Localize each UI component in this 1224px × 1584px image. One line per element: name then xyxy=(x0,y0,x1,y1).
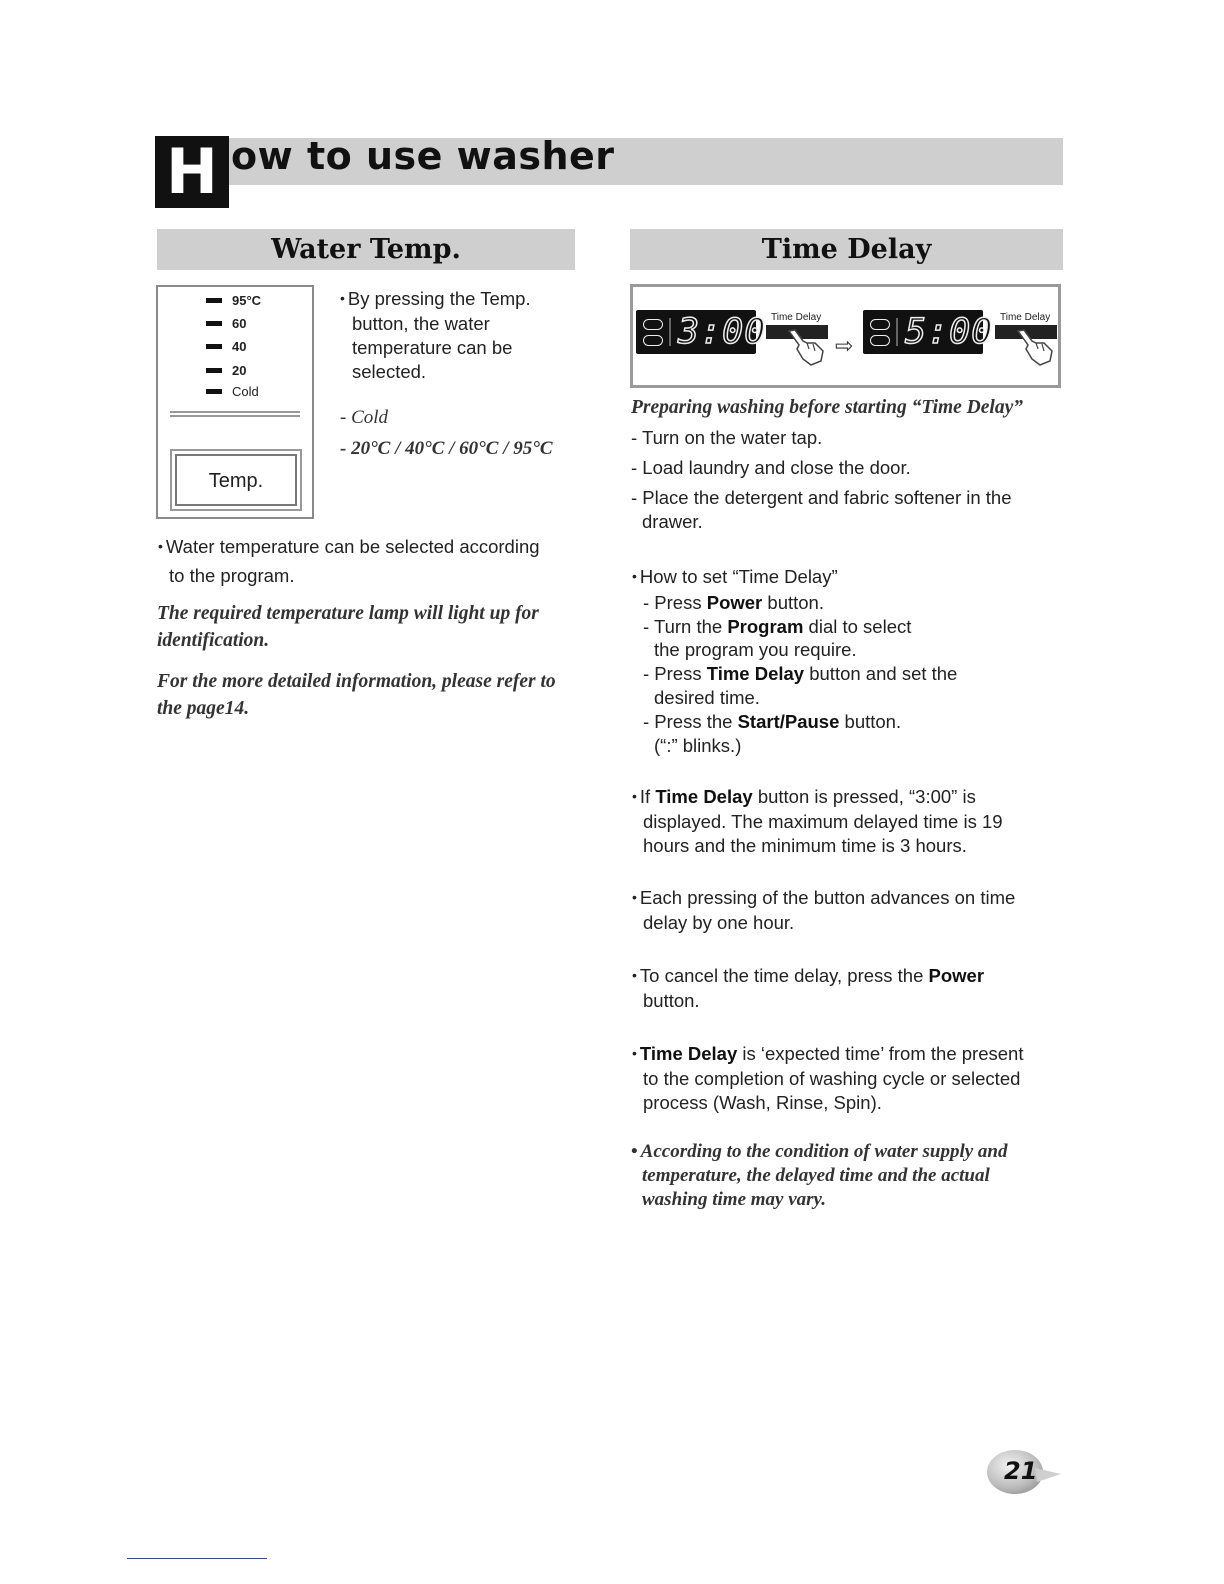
temp-options: - Cold - 20°C / 40°C / 60°C / 95°C xyxy=(340,407,553,459)
rinse-icon xyxy=(643,335,663,346)
lamp-icon xyxy=(206,321,222,326)
lamp-icon xyxy=(206,368,222,373)
water-temp-heading: Water Temp. xyxy=(157,229,575,270)
arrow-right-icon: ⇨ xyxy=(835,333,854,358)
preparing-title: Preparing washing before starting “Time Delay” xyxy=(631,397,1023,418)
temp-lamp-cold: Cold xyxy=(206,384,259,400)
time-delay-note-4: • Time Delay is ‘expected time’ from the present to the completion of washing cycle or selected process (Wash, Rinse, Spin). xyxy=(632,1043,1024,1113)
time-delay-label: Time Delay xyxy=(771,312,822,323)
temp-lamp-60: 60 xyxy=(206,316,246,332)
time-delay-note-1: • If Time Delay button is pressed, “3:00” is displayed. The maximum delayed time is 19 hours and the minimum time is 3 hours. xyxy=(632,786,1003,856)
header-initial: H xyxy=(155,136,229,208)
lamp-icon xyxy=(206,298,222,303)
wash-icon xyxy=(870,319,890,330)
wash-icon xyxy=(643,319,663,330)
lcd-digits: 3:00 xyxy=(678,312,767,352)
time-delay-caution: • According to the condition of water supply and temperature, the delayed time and the actual washing time may vary. xyxy=(631,1141,1008,1210)
pointing-hand-icon xyxy=(1014,329,1056,369)
temp-button[interactable]: Temp. xyxy=(175,454,297,506)
temp-button-frame xyxy=(170,449,302,511)
temp-bullet-1: • By pressing the Temp. button, the water temperature can be selected. xyxy=(340,288,531,382)
rinse-icon xyxy=(870,335,890,346)
lcd-display-after xyxy=(863,310,994,354)
time-delay-panel xyxy=(630,284,1061,388)
lcd-segment xyxy=(896,318,898,346)
time-delay-label: Time Delay xyxy=(1000,312,1051,323)
howto-list: • How to set “Time Delay” - Press Power button. - Turn the Program dial to select the program you require. - Press Time Delay button and set the desired time. - Press the Start/Pause button. (“:” blinks.) xyxy=(632,566,958,756)
footer-rule xyxy=(127,1558,267,1559)
lamp-icon xyxy=(206,344,222,349)
temp-bullet-2: • Water temperature can be selected according to the program. xyxy=(158,536,540,586)
lamp-icon xyxy=(206,389,222,394)
preparing-steps: - Turn on the water tap. - Load laundry and close the door. - Place the detergent and fabric softener in the drawer. xyxy=(631,427,1012,532)
temp-note-reference: For the more detailed information, please refer to the page14. xyxy=(157,671,556,719)
temp-control-panel xyxy=(156,285,314,519)
time-delay-note-3: • To cancel the time delay, press the Power button. xyxy=(632,965,985,1011)
divider xyxy=(170,411,300,417)
temp-lamp-40: 40 xyxy=(206,339,246,355)
lcd-display-before xyxy=(636,310,767,354)
page-number: 21 xyxy=(1004,1457,1038,1485)
temp-lamp-20: 20 xyxy=(206,363,246,379)
time-delay-heading: Time Delay xyxy=(630,229,1063,270)
time-delay-note-2: • Each pressing of the button advances on time delay by one hour. xyxy=(632,887,1016,933)
page-title: ow to use washer xyxy=(231,134,615,178)
temp-lamp-95: 95°C xyxy=(206,293,261,309)
lcd-segment xyxy=(669,318,671,346)
lcd-digits: 5:00 xyxy=(905,312,994,352)
temp-note-lamp: The required temperature lamp will light up for identification. xyxy=(157,603,539,651)
pointing-hand-icon xyxy=(785,329,827,369)
